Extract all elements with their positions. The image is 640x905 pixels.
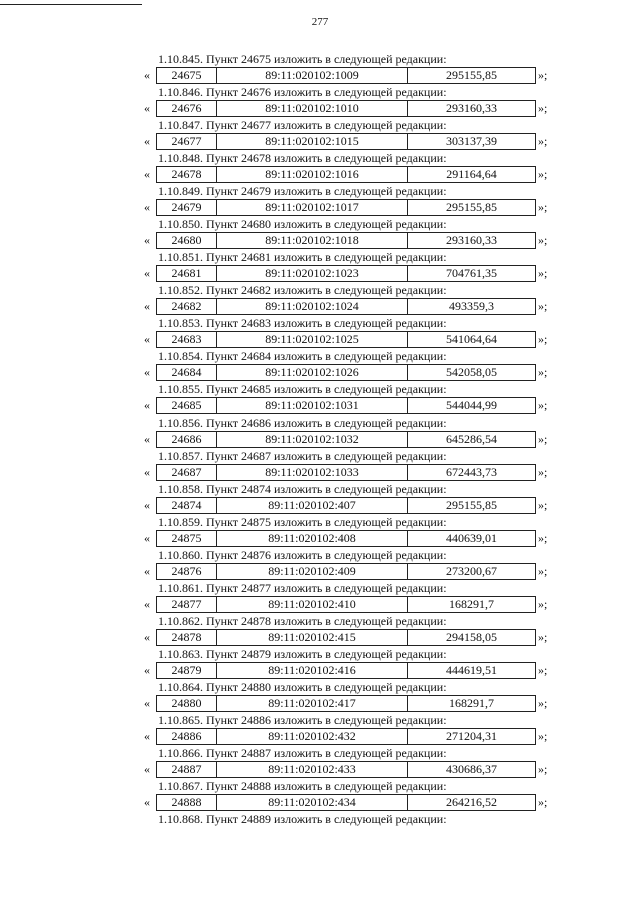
item-number-cell: 24682 xyxy=(157,299,217,314)
table-cells xyxy=(156,199,536,216)
item-number-cell: 24684 xyxy=(157,365,217,380)
value-cell: 440639,01 xyxy=(446,530,497,545)
cadastral-number-cell: 89:11:020102:1025 xyxy=(217,332,408,347)
table-row xyxy=(0,497,640,514)
cadastral-number-cell: 89:11:020102:1009 xyxy=(217,68,408,83)
cadastral-number-cell: 89:11:020102:417 xyxy=(217,696,408,711)
table-cells xyxy=(156,563,536,580)
instruction-text: 1.10.854. Пункт 24684 изложить в следующей редакции: xyxy=(158,349,447,364)
amendment-entry xyxy=(0,217,640,250)
table-cells xyxy=(156,662,536,679)
cadastral-number-cell: 89:11:020102:1032 xyxy=(217,432,408,447)
instruction-text: 1.10.850. Пункт 24680 изложить в следующей редакции: xyxy=(158,217,447,232)
instruction-text: 1.10.845. Пункт 24675 изложить в следующей редакции: xyxy=(158,52,447,66)
amendment-entry xyxy=(0,184,640,217)
table-row xyxy=(0,265,640,282)
value-cell: 295155,85 xyxy=(446,68,497,82)
table-row xyxy=(0,695,640,712)
cadastral-number-cell: 89:11:020102:410 xyxy=(217,597,408,612)
table-cells xyxy=(156,596,536,613)
value-cell: 264216,52 xyxy=(446,795,497,810)
opening-quote: « xyxy=(144,761,150,776)
instruction-text: 1.10.859. Пункт 24875 изложить в следующей редакции: xyxy=(158,514,447,529)
value-cell: 704761,35 xyxy=(446,266,497,281)
instruction-text: 1.10.860. Пункт 24876 изложить в следующей редакции: xyxy=(158,547,447,562)
value-cell: 493359,3 xyxy=(449,299,494,314)
closing-quote: »; xyxy=(538,530,548,545)
table-cells xyxy=(156,761,536,778)
table-cells xyxy=(156,629,536,646)
amendment-entry xyxy=(0,52,640,85)
instruction-text: 1.10.866. Пункт 24887 изложить в следующей редакции: xyxy=(158,745,447,760)
table-row xyxy=(0,232,640,249)
table-row xyxy=(0,530,640,547)
instruction-text: 1.10.862. Пункт 24878 изложить в следующей редакции: xyxy=(158,613,447,628)
closing-quote: »; xyxy=(538,728,548,743)
closing-quote: »; xyxy=(538,431,548,446)
amendment-entry xyxy=(0,713,640,746)
amendment-entry xyxy=(0,250,640,283)
table-cells xyxy=(156,298,536,315)
closing-quote: »; xyxy=(538,662,548,677)
closing-quote: »; xyxy=(538,398,548,413)
item-number-cell: 24685 xyxy=(157,398,217,413)
table-cells xyxy=(156,67,536,84)
table-row xyxy=(0,133,640,150)
table-row xyxy=(0,728,640,745)
closing-quote: »; xyxy=(538,365,548,380)
opening-quote: « xyxy=(144,167,150,182)
instruction-text: 1.10.852. Пункт 24682 изложить в следующей редакции: xyxy=(158,283,447,298)
table-cells xyxy=(156,695,536,712)
cadastral-number-cell: 89:11:020102:1031 xyxy=(217,398,408,413)
amendment-entry xyxy=(0,283,640,316)
value-cell: 672443,73 xyxy=(446,464,497,479)
value-cell: 293160,33 xyxy=(446,101,497,116)
opening-quote: « xyxy=(144,200,150,215)
cadastral-number-cell: 89:11:020102:1016 xyxy=(217,167,408,182)
cadastral-number-cell: 89:11:020102:416 xyxy=(217,663,408,678)
closing-quote: »; xyxy=(538,464,548,479)
table-cells xyxy=(156,497,536,514)
item-number-cell: 24888 xyxy=(157,795,217,810)
closing-quote: »; xyxy=(538,596,548,611)
table-row xyxy=(0,67,640,84)
item-number-cell: 24887 xyxy=(157,762,217,777)
table-cells xyxy=(156,464,536,481)
table-row xyxy=(0,464,640,481)
opening-quote: « xyxy=(144,662,150,677)
table-cells xyxy=(156,794,536,811)
table-row xyxy=(0,199,640,216)
cadastral-number-cell: 89:11:020102:432 xyxy=(217,729,408,744)
opening-quote: « xyxy=(144,795,150,810)
table-row xyxy=(0,100,640,117)
amendment-entry xyxy=(0,316,640,349)
value-cell: 542058,05 xyxy=(446,365,497,380)
value-cell: 168291,7 xyxy=(449,596,494,611)
instruction-text: 1.10.848. Пункт 24678 изложить в следующей редакции: xyxy=(158,151,447,166)
table-cells xyxy=(156,364,536,381)
amendment-entry xyxy=(0,812,640,845)
closing-quote: »; xyxy=(538,233,548,248)
closing-quote: »; xyxy=(538,266,548,281)
closing-quote: »; xyxy=(538,629,548,644)
instruction-text: 1.10.858. Пункт 24874 изложить в следующей редакции: xyxy=(158,481,447,496)
item-number-cell: 24683 xyxy=(157,332,217,347)
table-cells xyxy=(156,728,536,745)
instruction-text: 1.10.868. Пункт 24889 изложить в следующей редакции: xyxy=(158,812,447,827)
opening-quote: « xyxy=(144,299,150,314)
table-row xyxy=(0,298,640,315)
value-cell: 430686,37 xyxy=(446,761,497,776)
table-cells xyxy=(156,100,536,117)
cadastral-number-cell: 89:11:020102:1015 xyxy=(217,134,408,149)
instruction-text: 1.10.867. Пункт 24888 изложить в следующей редакции: xyxy=(158,779,447,794)
value-cell: 168291,7 xyxy=(449,695,494,710)
table-row xyxy=(0,431,640,448)
value-cell: 541064,64 xyxy=(446,332,497,347)
closing-quote: »; xyxy=(538,134,548,149)
amendment-entry xyxy=(0,548,640,581)
cadastral-number-cell: 89:11:020102:409 xyxy=(217,564,408,579)
instruction-text: 1.10.864. Пункт 24880 изложить в следующей редакции: xyxy=(158,679,447,694)
item-number-cell: 24875 xyxy=(157,531,217,546)
value-cell: 291164,64 xyxy=(446,167,497,182)
amendment-entry xyxy=(0,349,640,382)
opening-quote: « xyxy=(144,101,150,116)
instruction-text: 1.10.846. Пункт 24676 изложить в следующей редакции: xyxy=(158,85,447,100)
opening-quote: « xyxy=(144,134,150,149)
value-cell: 295155,85 xyxy=(446,200,497,215)
closing-quote: »; xyxy=(538,68,548,82)
top-rule xyxy=(0,4,142,5)
instruction-text: 1.10.855. Пункт 24685 изложить в следующей редакции: xyxy=(158,382,447,397)
amendment-entry xyxy=(0,515,640,548)
opening-quote: « xyxy=(144,68,150,82)
table-cells xyxy=(156,133,536,150)
amendment-entry xyxy=(0,416,640,449)
value-cell: 444619,51 xyxy=(446,662,497,677)
table-cells xyxy=(156,530,536,547)
table-row xyxy=(0,662,640,679)
table-row xyxy=(0,794,640,811)
instruction-text: 1.10.849. Пункт 24679 изложить в следующей редакции: xyxy=(158,184,447,199)
item-number-cell: 24687 xyxy=(157,465,217,480)
closing-quote: »; xyxy=(538,563,548,578)
value-cell: 645286,54 xyxy=(446,431,497,446)
page-number: 277 xyxy=(311,16,329,28)
value-cell: 303137,39 xyxy=(446,134,497,149)
closing-quote: »; xyxy=(538,795,548,810)
cadastral-number-cell: 89:11:020102:433 xyxy=(217,762,408,777)
opening-quote: « xyxy=(144,233,150,248)
table-cells xyxy=(156,232,536,249)
opening-quote: « xyxy=(144,266,150,281)
item-number-cell: 24880 xyxy=(157,696,217,711)
amendment-entry xyxy=(0,382,640,415)
table-cells xyxy=(156,431,536,448)
cadastral-number-cell: 89:11:020102:1010 xyxy=(217,101,408,116)
opening-quote: « xyxy=(144,497,150,512)
instruction-text: 1.10.856. Пункт 24686 изложить в следующей редакции: xyxy=(158,415,447,430)
closing-quote: »; xyxy=(538,200,548,215)
opening-quote: « xyxy=(144,596,150,611)
amendment-list xyxy=(0,52,640,845)
opening-quote: « xyxy=(144,629,150,644)
cadastral-number-cell: 89:11:020102:1023 xyxy=(217,266,408,281)
item-number-cell: 24686 xyxy=(157,432,217,447)
opening-quote: « xyxy=(144,365,150,380)
instruction-text: 1.10.865. Пункт 24886 изложить в следующей редакции: xyxy=(158,712,447,727)
instruction-text: 1.10.847. Пункт 24677 изложить в следующей редакции: xyxy=(158,118,447,133)
table-cells xyxy=(156,166,536,183)
item-number-cell: 24678 xyxy=(157,167,217,182)
amendment-entry xyxy=(0,85,640,118)
table-row xyxy=(0,397,640,414)
amendment-entry xyxy=(0,482,640,515)
amendment-entry xyxy=(0,581,640,614)
table-cells xyxy=(156,265,536,282)
opening-quote: « xyxy=(144,728,150,743)
amendment-entry xyxy=(0,151,640,184)
cadastral-number-cell: 89:11:020102:407 xyxy=(217,498,408,513)
amendment-entry xyxy=(0,614,640,647)
table-row xyxy=(0,364,640,381)
cadastral-number-cell: 89:11:020102:1026 xyxy=(217,365,408,380)
opening-quote: « xyxy=(144,332,150,347)
opening-quote: « xyxy=(144,530,150,545)
item-number-cell: 24676 xyxy=(157,101,217,116)
item-number-cell: 24877 xyxy=(157,597,217,612)
cadastral-number-cell: 89:11:020102:1033 xyxy=(217,465,408,480)
amendment-entry xyxy=(0,449,640,482)
opening-quote: « xyxy=(144,398,150,413)
table-row xyxy=(0,166,640,183)
item-number-cell: 24878 xyxy=(157,630,217,645)
amendment-entry xyxy=(0,118,640,151)
closing-quote: »; xyxy=(538,332,548,347)
closing-quote: »; xyxy=(538,761,548,776)
closing-quote: »; xyxy=(538,497,548,512)
value-cell: 271204,31 xyxy=(446,728,497,743)
closing-quote: »; xyxy=(538,299,548,314)
instruction-text: 1.10.863. Пункт 24879 изложить в следующей редакции: xyxy=(158,646,447,661)
cadastral-number-cell: 89:11:020102:415 xyxy=(217,630,408,645)
closing-quote: »; xyxy=(538,101,548,116)
instruction-text: 1.10.861. Пункт 24877 изложить в следующей редакции: xyxy=(158,580,447,595)
value-cell: 544044,99 xyxy=(446,398,497,413)
instruction-text: 1.10.857. Пункт 24687 изложить в следующей редакции: xyxy=(158,448,447,463)
value-cell: 295155,85 xyxy=(446,497,497,512)
item-number-cell: 24876 xyxy=(157,564,217,579)
closing-quote: »; xyxy=(538,695,548,710)
closing-quote: »; xyxy=(538,167,548,182)
item-number-cell: 24886 xyxy=(157,729,217,744)
amendment-entry xyxy=(0,746,640,779)
table-row xyxy=(0,563,640,580)
instruction-text: 1.10.851. Пункт 24681 изложить в следующей редакции: xyxy=(158,250,447,265)
item-number-cell: 24675 xyxy=(157,68,217,83)
cadastral-number-cell: 89:11:020102:1024 xyxy=(217,299,408,314)
table-row xyxy=(0,331,640,348)
item-number-cell: 24879 xyxy=(157,663,217,678)
table-row xyxy=(0,629,640,646)
cadastral-number-cell: 89:11:020102:434 xyxy=(217,795,408,810)
instruction-text: 1.10.853. Пункт 24683 изложить в следующей редакции: xyxy=(158,316,447,331)
cadastral-number-cell: 89:11:020102:1017 xyxy=(217,200,408,215)
item-number-cell: 24680 xyxy=(157,233,217,248)
cadastral-number-cell: 89:11:020102:408 xyxy=(217,531,408,546)
item-number-cell: 24679 xyxy=(157,200,217,215)
value-cell: 273200,67 xyxy=(446,563,497,578)
cadastral-number-cell: 89:11:020102:1018 xyxy=(217,233,408,248)
table-row xyxy=(0,761,640,778)
opening-quote: « xyxy=(144,464,150,479)
opening-quote: « xyxy=(144,695,150,710)
item-number-cell: 24677 xyxy=(157,134,217,149)
amendment-entry xyxy=(0,647,640,680)
item-number-cell: 24681 xyxy=(157,266,217,281)
item-number-cell: 24874 xyxy=(157,498,217,513)
opening-quote: « xyxy=(144,431,150,446)
table-row xyxy=(0,596,640,613)
amendment-entry xyxy=(0,779,640,812)
table-cells xyxy=(156,331,536,348)
opening-quote: « xyxy=(144,563,150,578)
value-cell: 294158,05 xyxy=(446,629,497,644)
value-cell: 293160,33 xyxy=(446,233,497,248)
table-cells xyxy=(156,397,536,414)
amendment-entry xyxy=(0,680,640,713)
